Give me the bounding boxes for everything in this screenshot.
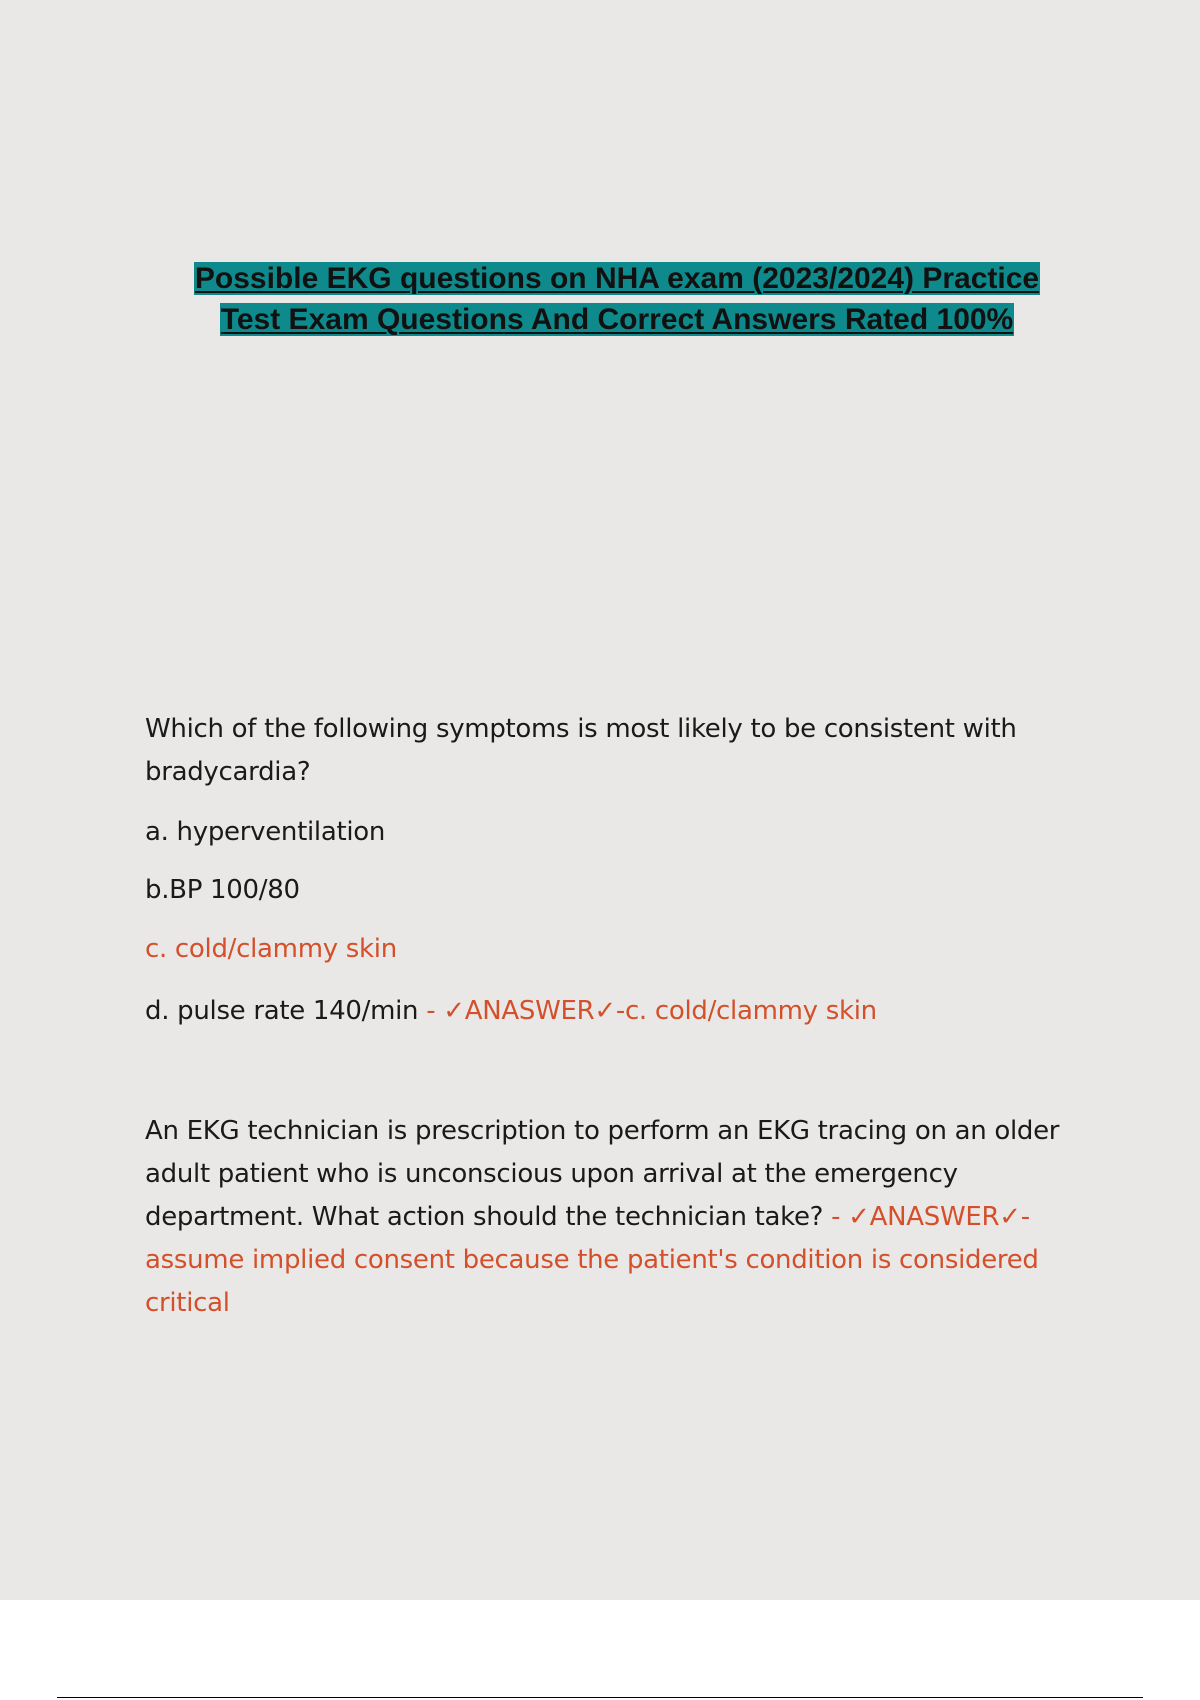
- question-1-option-d-text: d. pulse rate 140/min: [145, 996, 419, 1026]
- question-2: [145, 1110, 1105, 1325]
- title-line-2: Test Exam Questions And Correct Answers Rated 100%: [220, 303, 1014, 336]
- footer-divider: [57, 1697, 1143, 1698]
- question-1-answer: - ✓ANASWER✓-c. cold/clammy skin: [418, 996, 877, 1026]
- question-2-answer: - ✓ANASWER✓- assume implied consent because the patient's condition is considered critical: [145, 1202, 1039, 1318]
- question-1-option-b: b.BP 100/80: [145, 875, 300, 905]
- document-title: [120, 258, 1114, 340]
- question-1-option-c: c. cold/clammy skin: [145, 934, 397, 964]
- question-1-option-d: [145, 993, 877, 1029]
- title-line-1: Possible EKG questions on NHA exam (2023/2024) Practice: [194, 262, 1040, 295]
- question-2-text: An EKG technician is prescription to perform an EKG tracing on an older adult patient who is unconscious upon arrival at the emergency department. What action should the technician take?: [145, 1116, 1060, 1232]
- question-1-option-a: a. hyperventilation: [145, 817, 386, 847]
- question-1-text: Which of the following symptoms is most likely to be consistent with bradycardia?: [145, 714, 1017, 787]
